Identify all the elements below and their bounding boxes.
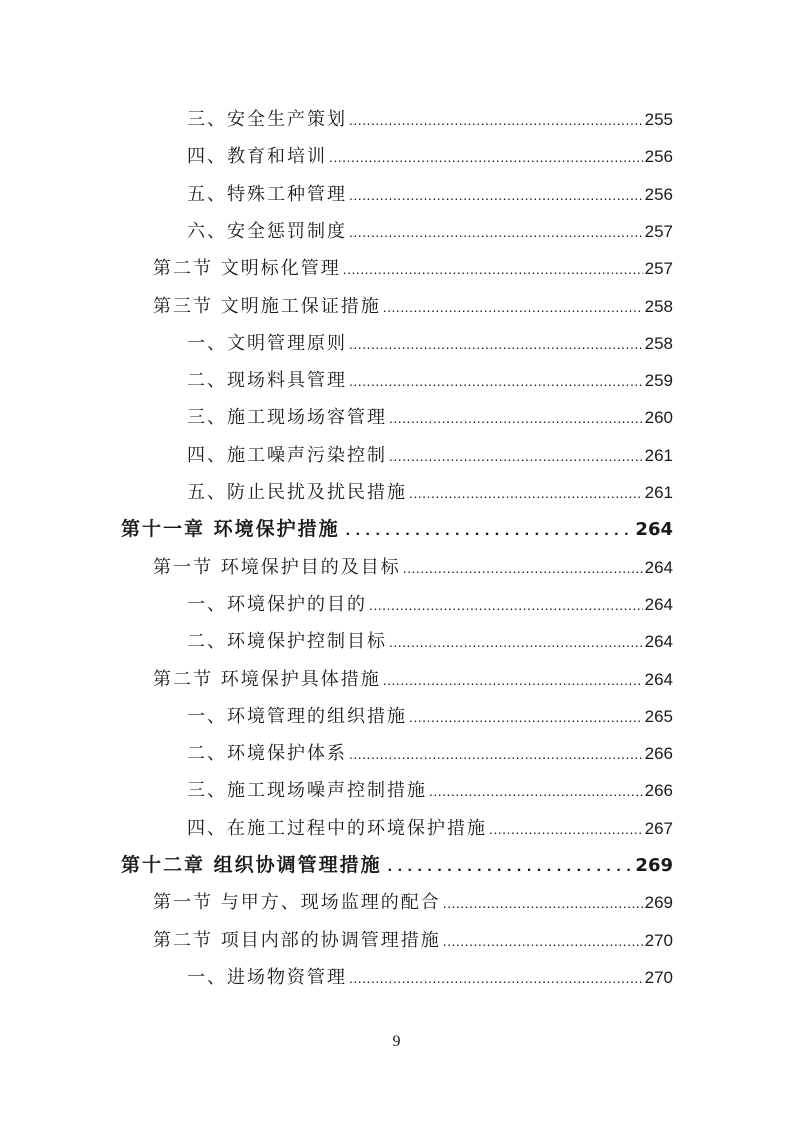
toc-entry[interactable] [153, 288, 673, 325]
toc-entry-title: 一、进场物资管理 [187, 966, 347, 988]
toc-entry[interactable] [153, 922, 673, 959]
toc-entry-title: 第二节 文明标化管理 [153, 258, 341, 280]
toc-dot-leader [369, 587, 643, 624]
toc-entry-page: 269 [644, 893, 673, 913]
toc-entry-page: 255 [644, 110, 673, 129]
toc-dot-leader [409, 475, 643, 512]
toc-dot-leader [389, 624, 643, 661]
toc-dot-leader [389, 438, 643, 475]
toc-entry-title: 四、在施工过程中的环境保护措施 [187, 817, 487, 839]
toc-entry[interactable] [121, 511, 673, 548]
toc-entry[interactable] [153, 549, 673, 586]
toc-entry-page: 264 [644, 557, 673, 577]
toc-entry-title: 第一节 与甲方、现场监理的配合 [153, 892, 441, 914]
toc-entry[interactable] [187, 399, 673, 436]
toc-entry[interactable] [153, 661, 673, 698]
toc-entry-title: 第二节 项目内部的协调管理措施 [153, 929, 441, 951]
toc-entry-page: 257 [644, 259, 673, 279]
toc-entry-page: 257 [644, 221, 673, 241]
toc-entry-title: 四、教育和培训 [187, 146, 327, 168]
toc-entry-title: 第十一章 环境保护措施 [121, 518, 340, 541]
toc-entry[interactable] [187, 325, 673, 362]
toc-entry[interactable] [187, 138, 673, 175]
toc-entry-title: 三、安全生产策划 [187, 109, 347, 130]
toc-entry[interactable] [187, 623, 673, 660]
toc-entry[interactable] [187, 772, 673, 809]
toc-entry-page: 266 [644, 744, 673, 764]
toc-entry-page: 261 [644, 483, 673, 502]
toc-entry-title: 一、环境管理的组织措施 [187, 705, 407, 727]
toc-entry-title: 三、施工现场噪声控制措施 [187, 780, 427, 802]
toc-entry-page: 266 [644, 781, 673, 801]
toc-entry[interactable] [187, 213, 673, 250]
toc-entry[interactable] [121, 847, 673, 884]
toc-entry[interactable] [187, 176, 673, 213]
toc-dot-leader [349, 363, 643, 400]
toc-entry-page: 264 [644, 632, 673, 652]
toc-entry-page: 264 [644, 594, 673, 614]
toc-dot-leader [389, 400, 643, 437]
toc-entry-page: 259 [644, 371, 673, 391]
toc-dot-leader [349, 326, 643, 363]
toc-dot-leader [349, 736, 643, 773]
toc-entry[interactable] [187, 437, 673, 474]
toc-entry[interactable] [153, 250, 673, 287]
toc-entry-title: 三、施工现场场容管理 [187, 407, 387, 429]
toc-entry-title: 第一节 环境保护目的及目标 [153, 556, 401, 578]
toc-dot-leader [429, 773, 643, 810]
toc-entry[interactable] [187, 735, 673, 772]
toc-entry[interactable] [187, 362, 673, 399]
toc-dot-leader [443, 885, 643, 922]
toc-entry[interactable] [187, 586, 673, 623]
toc-entry-title: 四、施工噪声污染控制 [187, 444, 387, 466]
toc-entry-title: 六、安全惩罚制度 [187, 220, 347, 242]
page-number: 9 [392, 1033, 401, 1050]
toc-entry-page: 265 [644, 706, 673, 726]
toc-entry-page: 264 [635, 519, 673, 541]
toc-entry-title: 五、防止民扰及扰民措施 [187, 482, 407, 503]
toc-entry-title: 五、特殊工种管理 [187, 183, 347, 205]
toc-dot-leader [349, 102, 643, 139]
toc-dot-leader [349, 960, 643, 997]
toc-entry-page: 264 [644, 669, 673, 689]
toc-entry-page: 260 [644, 408, 673, 428]
toc-entry[interactable] [187, 474, 673, 511]
toc-dot-leader [383, 289, 643, 326]
toc-entry-page: 258 [644, 296, 673, 316]
toc-dot-leader [346, 512, 634, 549]
toc-entry[interactable] [187, 698, 673, 735]
toc-dot-leader [403, 550, 643, 587]
toc-entry[interactable] [187, 101, 673, 138]
toc-dot-leader [383, 662, 643, 699]
toc-entry-page: 267 [644, 818, 673, 838]
toc-entry-title: 一、环境保护的目的 [187, 593, 367, 615]
toc-entry-page: 269 [635, 855, 673, 876]
toc-entry-title: 第三节 文明施工保证措施 [153, 295, 381, 317]
toc-entry-title: 第十二章 组织协调管理措施 [121, 854, 382, 876]
toc-dot-leader [349, 177, 643, 214]
toc-entry-page: 261 [644, 445, 673, 465]
toc-entry-page: 270 [644, 930, 673, 950]
toc-entry[interactable] [187, 959, 673, 996]
toc-dot-leader [343, 251, 643, 288]
toc-entry-page: 270 [644, 967, 673, 987]
toc-dot-leader [329, 139, 643, 176]
toc-dot-leader [489, 811, 643, 848]
toc-entry-page: 256 [644, 147, 673, 167]
toc-dot-leader [409, 699, 643, 736]
toc-entry[interactable] [187, 810, 673, 847]
toc-dot-leader [349, 214, 643, 251]
toc-dot-leader [388, 848, 634, 885]
toc-entry-title: 第二节 环境保护具体措施 [153, 668, 381, 690]
toc-entry[interactable] [153, 884, 673, 921]
toc-dot-leader [443, 923, 643, 960]
toc-entry-title: 二、现场料具管理 [187, 370, 347, 392]
toc-entry-title: 一、文明管理原则 [187, 332, 347, 354]
toc-entry-page: 258 [644, 333, 673, 353]
toc-entry-page: 256 [644, 184, 673, 204]
toc-entry-title: 二、环境保护控制目标 [187, 631, 387, 653]
toc-entry-title: 二、环境保护体系 [187, 743, 347, 765]
